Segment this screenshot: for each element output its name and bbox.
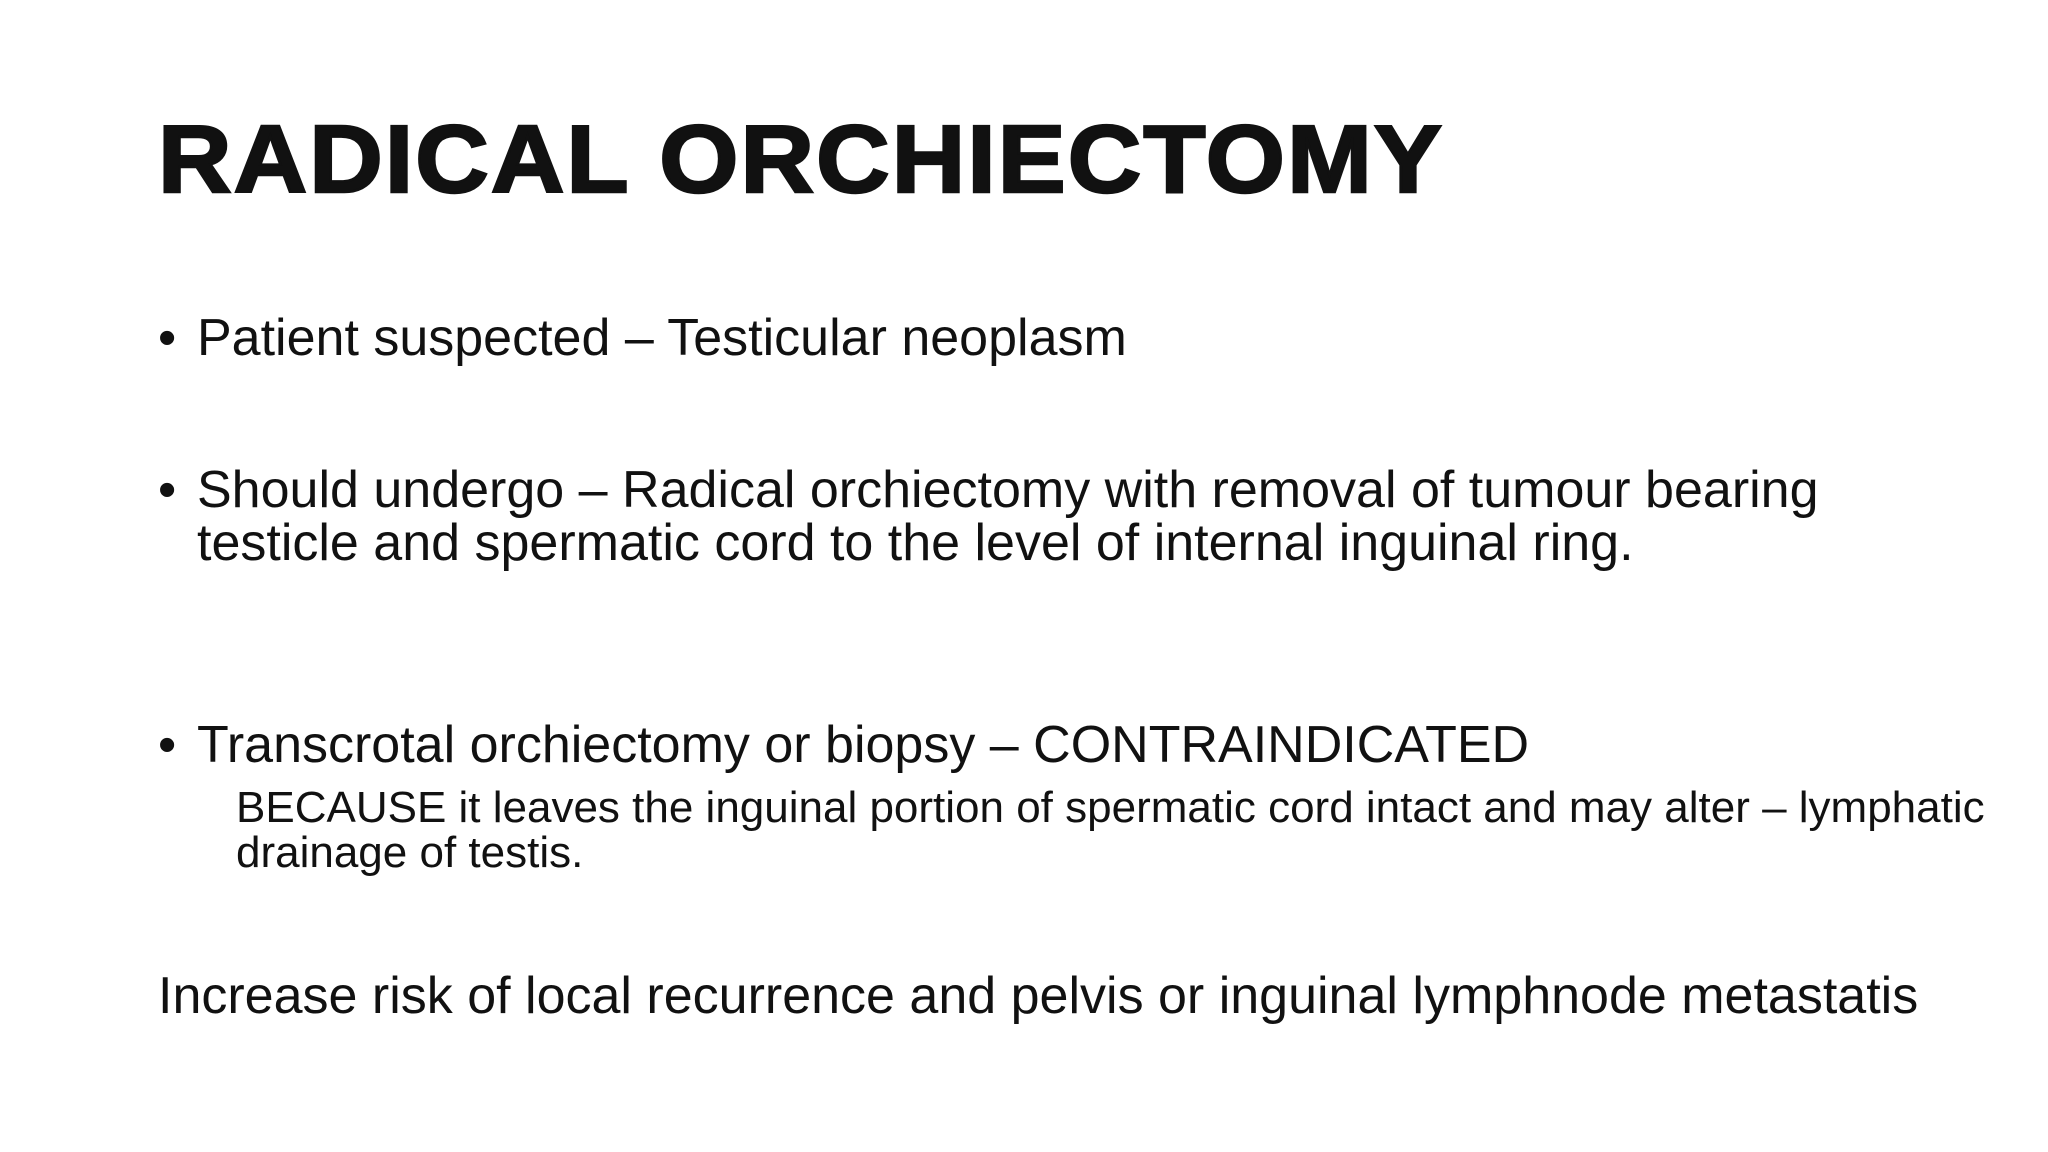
bullet-dot: • [158,309,177,367]
bullet-dot: • [158,461,177,519]
sub-point-text: BECAUSE it leaves the inguinal portion of spermatic cord intact and may alter – lymphatic drainage of testis. [236,783,1985,877]
bullet-item [158,309,1958,367]
bullet-text: Should undergo – Radical orchiectomy with removal of tumour bearing testicle and spermatic cord to the level of internal inguinal ring. [197,461,1819,572]
bullet-dot: • [158,716,177,774]
closing-statement: Increase risk of local recurrence and pelvis or inguinal lymphnode metastatis [158,967,1919,1025]
slide-title: RADICAL ORCHIECTOMY [158,106,1444,213]
bullet-item [158,461,1958,572]
bullet-text: Transcrotal orchiectomy or biopsy – CONTRAINDICATED [197,716,1530,774]
bullet-text: Patient suspected – Testicular neoplasm [197,309,1127,367]
bullet-item [158,716,1958,774]
